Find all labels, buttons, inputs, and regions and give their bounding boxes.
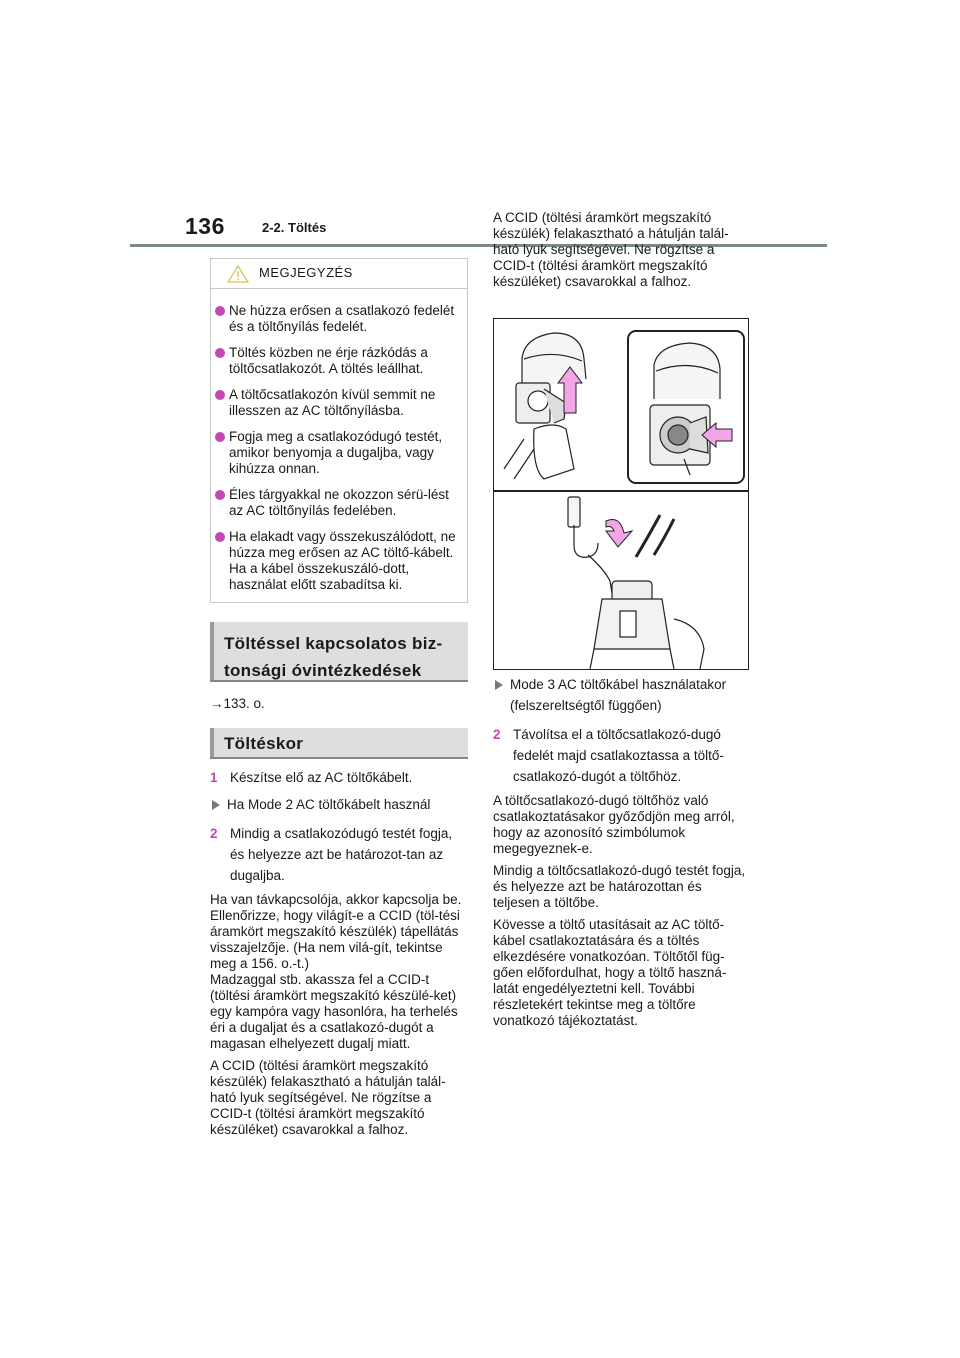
paragraph-continuation: A CCID (töltési áramkört megszakító készülék) felakasztható a hátulján talál-ható lyuk segítségével. Ne rögzítse a CCID-t (töltési áramkört megszakító készüléket) csavarokkal a falhoz.: [493, 210, 729, 289]
paragraph: Ha van távkapcsolója, akkor kapcsolja be.: [210, 892, 462, 907]
bullet-icon: [215, 532, 225, 542]
illustration-figure: [493, 318, 749, 670]
notice-item: A töltőcsatlakozón kívül semmit ne illesszen az AC töltőnyílásba.: [215, 387, 459, 419]
triangle-bullet-icon: [495, 680, 503, 690]
left-column: [210, 258, 468, 1137]
triangle-bullet-icon: [212, 800, 220, 810]
plug-insert-drawing: [650, 343, 720, 475]
notice-item: Ha elakadt vagy összekuszálódott, ne húzza meg erősen az AC töltő-kábelt. Ha a kábel összekuszáló-dott, használat előtt szabadítsa ki.: [215, 529, 459, 593]
bullet-icon: [215, 390, 225, 400]
case-mode3: Mode 3 AC töltőkábel használatakor (felszereltségtől függően): [493, 674, 751, 716]
paragraph: A töltőcsatlakozó-dugó töltőhöz való csatlakoztatásakor győződjön meg arról, hogy az azonosító szimbólumok megegyeznek-e.: [493, 793, 735, 856]
page-reference-link[interactable]: →133. o.: [210, 696, 265, 711]
notice-header: [211, 259, 467, 289]
charging-heading: Töltéskor: [210, 728, 468, 759]
notice-item: Fogja meg a csatlakozódugó testét, amikor benyomja a dugaljba, vagy kihúzza onnan.: [215, 429, 459, 477]
section-title: 2-2. Töltés: [262, 220, 327, 235]
paragraph: Mindig a töltőcsatlakozó-dugó testét fogja, és helyezze azt be határozottan és teljesen a töltőbe.: [493, 863, 746, 910]
ccid-hanging-drawing: [568, 497, 704, 669]
page-number: 136: [185, 213, 225, 239]
bullet-icon: [215, 306, 225, 316]
step-2b: 2 Távolítsa el a töltőcsatlakozó-dugó fedelét majd csatlakoztassa a töltő-csatlakozó-dugót a töltőhöz.: [493, 727, 724, 784]
paragraph: Madzaggal stb. akassza fel a CCID-t (töltési áramkört megszakító készülé-ket) egy kampóra vagy hasonlóra, ha terhelés éri a dugaljat és a csatlakozó-dugót a magasan elhelyezett dugalj miatt.: [210, 972, 458, 1051]
notice-box: [210, 258, 468, 603]
right-column: [493, 210, 751, 1029]
bullet-icon: [215, 432, 225, 442]
notice-item: Töltés közben ne érje rázkódás a töltőcsatlakozót. A töltés leállhat.: [215, 345, 459, 377]
step-1: 1 Készítse elő az AC töltőkábelt.: [210, 770, 413, 785]
bullet-icon: [215, 490, 225, 500]
notice-label: MEGJEGYZÉS: [259, 265, 353, 280]
bullet-icon: [215, 348, 225, 358]
paragraph-continued: A CCID (töltési áramkört megszakító készülék) felakasztható a hátulján talál-ható lyuk segítségével. Ne rögzítse a CCID-t (töltési áramkört megszakító készüléket) csavarokkal a falhoz.: [210, 1058, 446, 1137]
step-2a: 2 Mindig a csatlakozódugó testét fogja, és helyezze azt be határozot-tan az dugaljba.: [210, 826, 453, 883]
notice-item: Éles tárgyakkal ne okozzon sérü-lést az AC töltőnyílás fedelében.: [215, 487, 459, 519]
warning-triangle-icon: [227, 265, 249, 287]
notice-list: [211, 289, 467, 602]
case-mode2: Ha Mode 2 AC töltőkábelt használ: [210, 794, 468, 815]
charging-plug-illustration: [494, 319, 748, 669]
notice-item: Ne húzza erősen a csatlakozó fedelét és a töltőnyílás fedelét.: [215, 303, 459, 335]
safety-heading: Töltéssel kapcsolatos biz-tonsági óvintézkedések: [210, 622, 468, 682]
hook-arrow-icon: [606, 520, 632, 548]
paragraph: Ellenőrizze, hogy világít-e a CCID (töl-tési áramkört megszakító készülék) tápellátás visszajelzője. (Ha nem vilá-gít, tekintse meg a 156. o.-t.): [210, 908, 460, 971]
paragraph: Kövesse a töltő utasításait az AC töltő-kábel csatlakoztatására és a töltés elkezdésére vonatkozóan. Töltőtől füg-gően előfordulhat, hogy a töltő haszná-latát engedélyeztetni kell. További részletekért tekintse meg a töltőre vonatkozó tájékoztatást.: [493, 917, 727, 1028]
